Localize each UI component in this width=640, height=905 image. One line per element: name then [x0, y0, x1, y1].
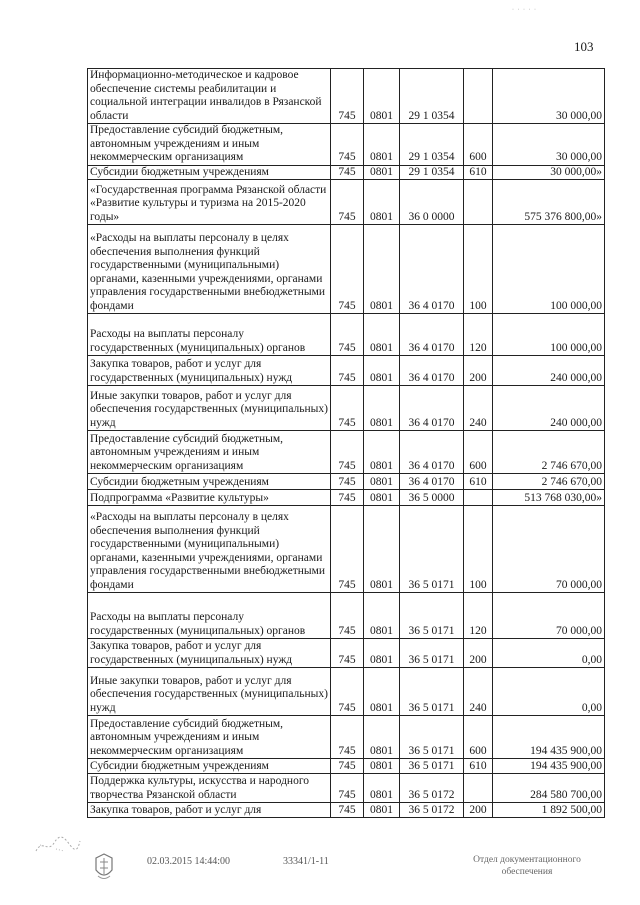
row-ved-code: 745 — [331, 593, 364, 639]
row-target-article: 36 5 0172 — [400, 774, 464, 803]
table-row — [88, 386, 605, 431]
row-target-article: 36 4 0170 — [400, 314, 464, 356]
row-section-code: 0801 — [364, 506, 400, 593]
row-expense-type: 610 — [464, 474, 493, 490]
row-description: Иные закупки товаров, работ и услуг для обеспечения государственных (муниципальных) нужд — [88, 386, 331, 431]
row-expense-type: 610 — [464, 759, 493, 774]
table-row — [88, 774, 605, 803]
row-target-article: 36 5 0171 — [400, 668, 464, 716]
department-stamp — [452, 854, 602, 878]
row-description: Закупка товаров, работ и услуг для государственных (муниципальных) нужд — [88, 639, 331, 668]
row-amount: 70 000,00 — [493, 506, 605, 593]
row-ved-code: 745 — [331, 356, 364, 386]
row-target-article: 36 5 0171 — [400, 716, 464, 759]
row-amount: 575 376 800,00» — [493, 180, 605, 225]
row-target-article: 36 4 0170 — [400, 474, 464, 490]
row-expense-type: 120 — [464, 593, 493, 639]
row-ved-code: 745 — [331, 803, 364, 818]
row-ved-code: 745 — [331, 69, 364, 124]
footer-doc-number: 33341/1-11 — [283, 856, 329, 867]
row-amount: 194 435 900,00 — [493, 759, 605, 774]
row-amount: 240 000,00 — [493, 356, 605, 386]
row-expense-type: 600 — [464, 124, 493, 166]
row-target-article: 36 5 0171 — [400, 506, 464, 593]
stamp-line-1: Отдел документационного — [473, 855, 581, 865]
table-row — [88, 639, 605, 668]
row-ved-code: 745 — [331, 474, 364, 490]
row-expense-type — [464, 180, 493, 225]
row-section-code: 0801 — [364, 356, 400, 386]
row-section-code: 0801 — [364, 593, 400, 639]
row-description: Закупка товаров, работ и услуг для государственных (муниципальных) нужд — [88, 356, 331, 386]
row-amount: 70 000,00 — [493, 593, 605, 639]
row-expense-type: 120 — [464, 314, 493, 356]
row-ved-code: 745 — [331, 716, 364, 759]
coat-of-arms-icon — [92, 852, 116, 882]
row-description: Предоставление субсидий бюджетным, автономным учреждениям и иным некоммерческим организациям — [88, 124, 331, 166]
row-ved-code: 745 — [331, 759, 364, 774]
row-expense-type — [464, 774, 493, 803]
row-section-code: 0801 — [364, 69, 400, 124]
page-number: 103 — [574, 39, 594, 54]
row-amount: 284 580 700,00 — [493, 774, 605, 803]
row-section-code: 0801 — [364, 474, 400, 490]
stamp-line-2: обеспечения — [501, 867, 553, 877]
row-ved-code: 745 — [331, 506, 364, 593]
row-description: Закупка товаров, работ и услуг для — [88, 803, 331, 818]
table-row — [88, 759, 605, 774]
row-section-code: 0801 — [364, 314, 400, 356]
row-section-code: 0801 — [364, 165, 400, 180]
row-description: «Государственная программа Рязанской области «Развитие культуры и туризма на 2015-2020 годы» — [88, 180, 331, 225]
row-expense-type: 100 — [464, 225, 493, 314]
table-row — [88, 506, 605, 593]
table-row — [88, 490, 605, 506]
row-target-article: 36 5 0171 — [400, 639, 464, 668]
row-amount: 30 000,00 — [493, 124, 605, 166]
table-row — [88, 356, 605, 386]
row-amount: 0,00 — [493, 639, 605, 668]
row-expense-type: 240 — [464, 386, 493, 431]
row-section-code: 0801 — [364, 124, 400, 166]
row-expense-type: 240 — [464, 668, 493, 716]
row-target-article: 36 5 0172 — [400, 803, 464, 818]
row-target-article: 36 4 0170 — [400, 225, 464, 314]
row-ved-code: 745 — [331, 124, 364, 166]
row-description: Подпрограмма «Развитие культуры» — [88, 490, 331, 506]
table-row — [88, 668, 605, 716]
row-ved-code: 745 — [331, 668, 364, 716]
top-mark: · · · · · — [512, 7, 537, 13]
row-section-code: 0801 — [364, 490, 400, 506]
row-target-article: 36 4 0170 — [400, 386, 464, 431]
row-ved-code: 745 — [331, 165, 364, 180]
row-expense-type: 600 — [464, 431, 493, 474]
row-target-article: 29 1 0354 — [400, 69, 464, 124]
row-expense-type: 200 — [464, 356, 493, 386]
table-row — [88, 314, 605, 356]
row-target-article: 29 1 0354 — [400, 124, 464, 166]
row-amount: 1 892 500,00 — [493, 803, 605, 818]
row-ved-code: 745 — [331, 639, 364, 668]
row-description: Расходы на выплаты персоналу государственных (муниципальных) органов — [88, 314, 331, 356]
row-amount: 240 000,00 — [493, 386, 605, 431]
table-row — [88, 474, 605, 490]
row-description: Субсидии бюджетным учреждениям — [88, 474, 331, 490]
row-ved-code: 745 — [331, 774, 364, 803]
row-description: Предоставление субсидий бюджетным, автономным учреждениям и иным некоммерческим организациям — [88, 431, 331, 474]
row-description: «Расходы на выплаты персоналу в целях обеспечения выполнения функций государственными (муниципальными) органами, казенными учреждениями, органами управления государственными внебюджетными фондами — [88, 506, 331, 593]
row-section-code: 0801 — [364, 386, 400, 431]
row-section-code: 0801 — [364, 431, 400, 474]
row-amount: 100 000,00 — [493, 225, 605, 314]
row-target-article: 36 5 0171 — [400, 759, 464, 774]
table-row — [88, 225, 605, 314]
handwritten-mark — [34, 833, 82, 855]
row-expense-type — [464, 490, 493, 506]
row-target-article: 36 4 0170 — [400, 431, 464, 474]
row-ved-code: 745 — [331, 314, 364, 356]
row-target-article: 36 5 0171 — [400, 593, 464, 639]
row-description: Иные закупки товаров, работ и услуг для обеспечения государственных (муниципальных) нужд — [88, 668, 331, 716]
row-expense-type — [464, 69, 493, 124]
row-ved-code: 745 — [331, 180, 364, 225]
row-target-article: 29 1 0354 — [400, 165, 464, 180]
row-section-code: 0801 — [364, 716, 400, 759]
row-amount: 30 000,00 — [493, 69, 605, 124]
row-description: Предоставление субсидий бюджетным, автономным учреждениям и иным некоммерческим организациям — [88, 716, 331, 759]
row-amount: 0,00 — [493, 668, 605, 716]
budget-table — [87, 68, 605, 818]
row-expense-type: 100 — [464, 506, 493, 593]
row-description: Поддержка культуры, искусства и народного творчества Рязанской области — [88, 774, 331, 803]
row-section-code: 0801 — [364, 225, 400, 314]
row-target-article: 36 4 0170 — [400, 356, 464, 386]
row-ved-code: 745 — [331, 386, 364, 431]
table-row — [88, 803, 605, 818]
row-amount: 194 435 900,00 — [493, 716, 605, 759]
row-target-article: 36 0 0000 — [400, 180, 464, 225]
row-amount: 513 768 030,00» — [493, 490, 605, 506]
footer-timestamp: 02.03.2015 14:44:00 — [147, 856, 231, 867]
row-ved-code: 745 — [331, 431, 364, 474]
table-row — [88, 124, 605, 166]
row-description: «Расходы на выплаты персоналу в целях обеспечения выполнения функций государственными (муниципальными) органами, казенными учреждениями, органами управления государственными внебюджетными фондами — [88, 225, 331, 314]
row-target-article: 36 5 0000 — [400, 490, 464, 506]
row-expense-type: 610 — [464, 165, 493, 180]
table-row — [88, 716, 605, 759]
row-section-code: 0801 — [364, 803, 400, 818]
row-section-code: 0801 — [364, 774, 400, 803]
row-description: Субсидии бюджетным учреждениям — [88, 165, 331, 180]
table-row — [88, 593, 605, 639]
row-description: Субсидии бюджетным учреждениям — [88, 759, 331, 774]
row-description: Расходы на выплаты персоналу государственных (муниципальных) органов — [88, 593, 331, 639]
table-row — [88, 180, 605, 225]
row-ved-code: 745 — [331, 490, 364, 506]
budget-table-body — [88, 69, 605, 818]
row-section-code: 0801 — [364, 759, 400, 774]
table-row — [88, 165, 605, 180]
row-amount: 2 746 670,00 — [493, 431, 605, 474]
table-row — [88, 69, 605, 124]
table-row — [88, 431, 605, 474]
row-expense-type: 600 — [464, 716, 493, 759]
row-amount: 2 746 670,00 — [493, 474, 605, 490]
row-section-code: 0801 — [364, 639, 400, 668]
row-ved-code: 745 — [331, 225, 364, 314]
row-section-code: 0801 — [364, 668, 400, 716]
row-description: Информационно-методическое и кадровое обеспечение системы реабилитации и социальной интеграции инвалидов в Рязанской области — [88, 69, 331, 124]
row-amount: 100 000,00 — [493, 314, 605, 356]
row-expense-type: 200 — [464, 803, 493, 818]
row-section-code: 0801 — [364, 180, 400, 225]
row-amount: 30 000,00» — [493, 165, 605, 180]
row-expense-type: 200 — [464, 639, 493, 668]
